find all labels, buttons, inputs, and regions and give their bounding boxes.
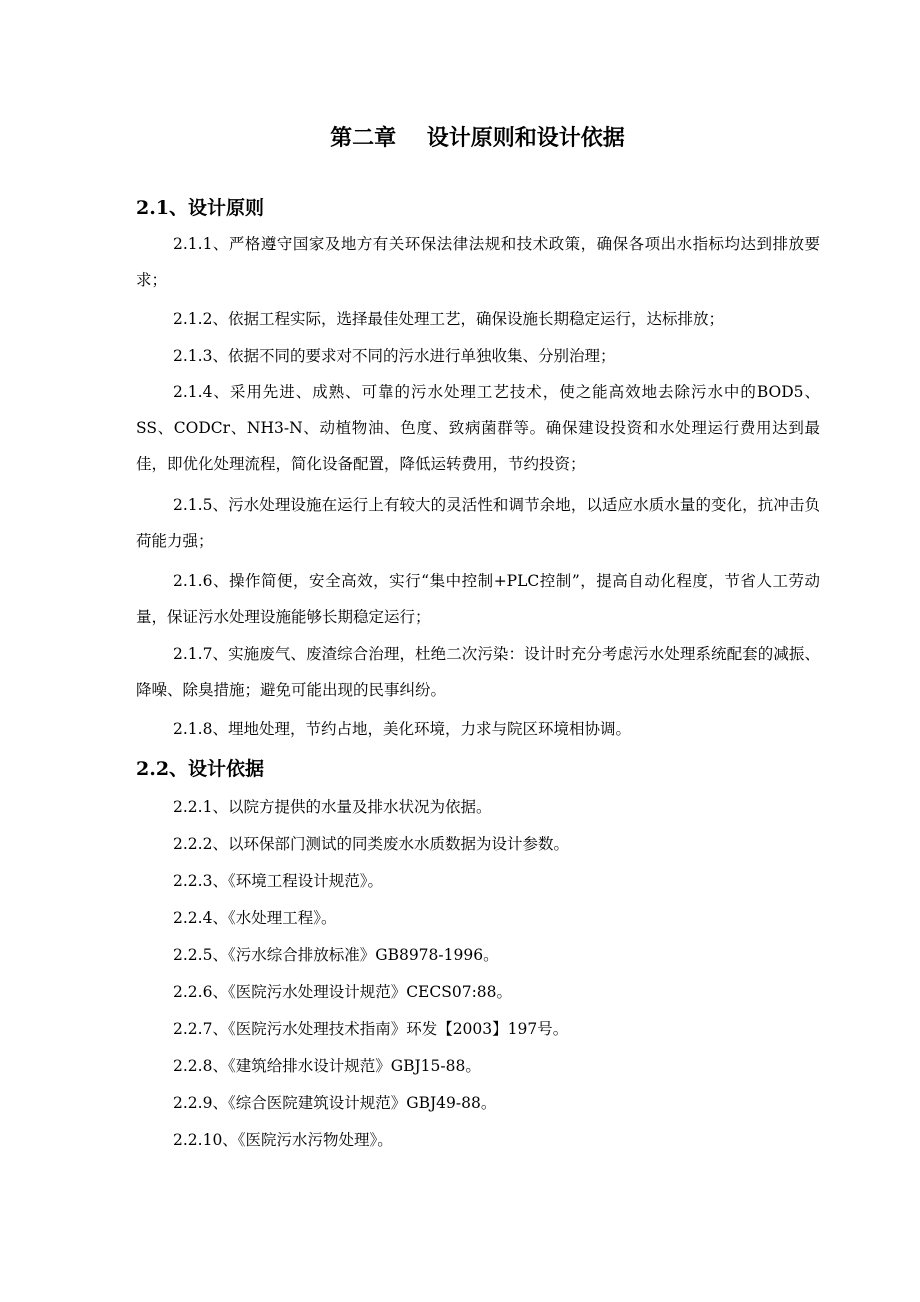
basis-item-2-2-6: 2.2.6、《医院污水处理设计规范》CECS07:88。 [173,983,513,1001]
section-heading-design-basis: 2.2、设计依据 [136,758,265,780]
paragraph-2-1-7: 2.1.7、实施废气、废渣综合治理，杜绝二次污染：设计时充分考虑污水处理系统配套的减振、降噪、除臭措施；避免可能出现的民事纠纷。 [136,645,820,699]
paragraph-2-1-5: 2.1.5、污水处理设施在运行上有较大的灵活性和调节余地，以适应水质水量的变化，抗冲击负荷能力强； [136,496,820,550]
basis-item-2-2-9: 2.2.9、《综合医院建筑设计规范》GBJ49-88。 [173,1094,497,1112]
paragraph-2-1-4: 2.1.4、采用先进、成熟、可靠的污水处理工艺技术，使之能高效地去除污水中的BOD5、SS、CODCr、NH3-N、动植物油、色度、致病菌群等。确保建设投资和水处理运行费用达到最佳，即优化处理流程，简化设备配置，降低运转费用，节约投资； [136,383,820,473]
paragraph-2-1-2: 2.1.2、依据工程实际，选择最佳处理工艺，确保设施长期稳定运行，达标排放； [173,310,724,328]
paragraph-2-1-3: 2.1.3、依据不同的要求对不同的污水进行单独收集、分别治理； [173,347,616,365]
basis-item-2-2-2: 2.2.2、以环保部门测试的同类废水水质数据为设计参数。 [173,835,569,853]
chapter-title: 第二章 设计原则和设计依据 [330,125,625,151]
basis-item-2-2-4: 2.2.4、《水处理工程》。 [173,909,337,927]
basis-item-2-2-1: 2.2.1、以院方提供的水量及排水状况为依据。 [173,798,492,816]
basis-item-2-2-5: 2.2.5、《污水综合排放标准》GB8978-1996。 [173,946,499,964]
section-heading-design-principles: 2.1、设计原则 [136,197,265,219]
basis-item-2-2-3: 2.2.3、《环境工程设计规范》。 [173,872,383,890]
basis-item-2-2-10: 2.2.10、《医院污水污物处理》。 [173,1131,393,1149]
paragraph-2-1-6: 2.1.6、操作简便，安全高效，实行“集中控制+PLC控制”，提高自动化程度，节省人工劳动量，保证污水处理设施能够长期稳定运行； [136,572,820,626]
paragraph-2-1-8: 2.1.8、埋地处理，节约占地，美化环境，力求与院区环境相协调。 [173,720,631,738]
basis-item-2-2-7: 2.2.7、《医院污水处理技术指南》环发【2003】197号。 [173,1020,569,1038]
basis-item-2-2-8: 2.2.8、《建筑给排水设计规范》GBJ15-88。 [173,1057,481,1075]
paragraph-2-1-1: 2.1.1、严格遵守国家及地方有关环保法律法规和技术政策，确保各项出水指标均达到排放要求； [136,235,820,289]
